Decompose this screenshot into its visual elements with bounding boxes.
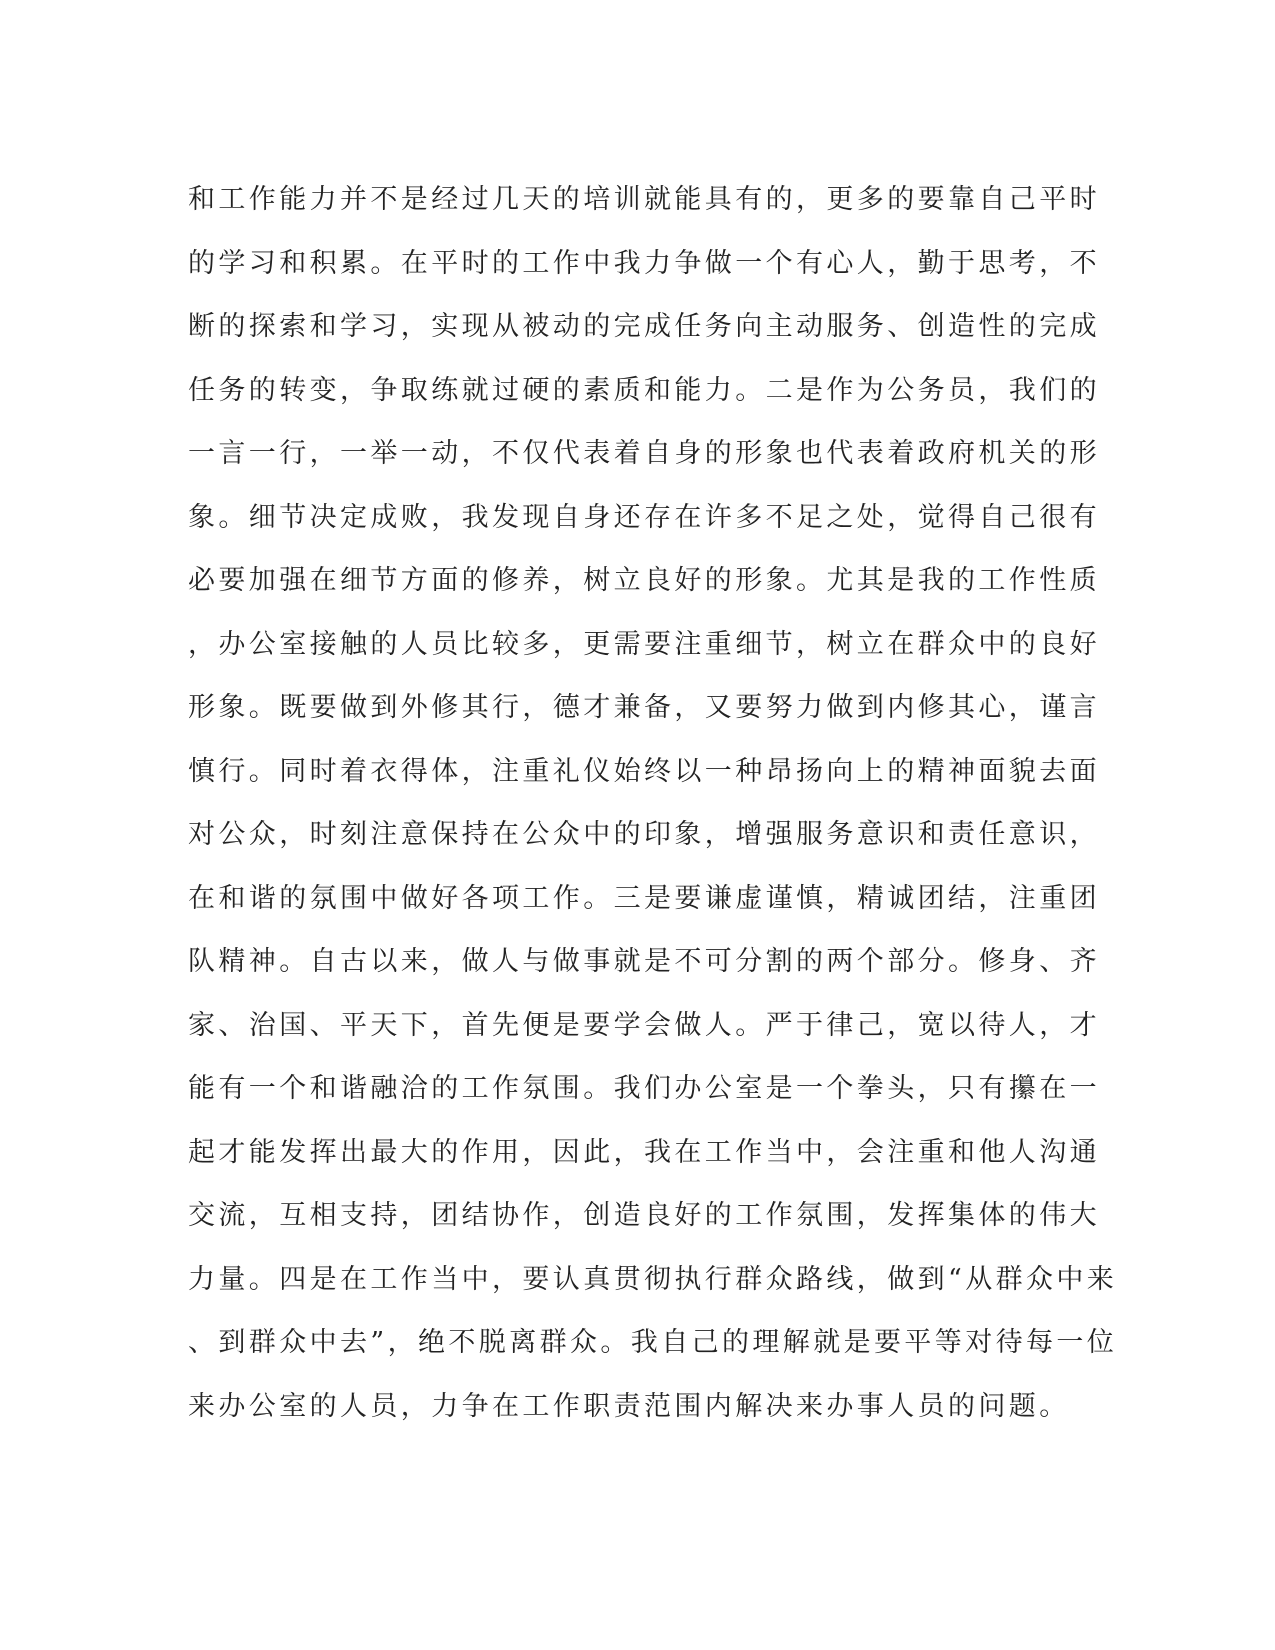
text-line: 的学习和积累。在平时的工作中我力争做一个有心人，勤于思考，不	[188, 247, 1100, 279]
text-line: 在和谐的氛围中做好各项工作。三是要谦虚谨慎，精诚团结，注重团	[188, 882, 1100, 914]
text-line: 断的探索和学习，实现从被动的完成任务向主动服务、创造性的完成	[188, 311, 1100, 342]
text-line: 慎行。同时着衣得体，注重礼仪始终以一种昂扬向上的精神面貌去面	[188, 755, 1100, 787]
text-line: 、到群众中去”，绝不脱离群众。我自己的理解就是要平等对待每一位	[188, 1327, 1118, 1358]
text-line: 能有一个和谐融洽的工作氛围。我们办公室是一个拳头，只有攥在一	[188, 1073, 1100, 1104]
text-line: 起才能发挥出最大的作用，因此，我在工作当中，会注重和他人沟通	[188, 1136, 1100, 1168]
text-line: 一言一行，一举一动，不仅代表着自身的形象也代表着政府机关的形	[188, 438, 1100, 469]
text-line: 必要加强在细节方面的修养，树立良好的形象。尤其是我的工作性质	[188, 565, 1100, 596]
text-line: 来办公室的人员，力争在工作职责范围内解决来办事人员的问题。	[188, 1390, 1070, 1422]
text-line: 形象。既要做到外修其行，德才兼备，又要努力做到内修其心，谨言	[188, 692, 1100, 723]
text-line: 和工作能力并不是经过几天的培训就能具有的，更多的要靠自己平时	[188, 184, 1100, 215]
text-line: 队精神。自古以来，做人与做事就是不可分割的两个部分。修身、齐	[188, 946, 1100, 977]
body-paragraph	[188, 168, 1118, 1438]
text-line: 力量。四是在工作当中，要认真贯彻执行群众路线，做到“从群众中来	[188, 1263, 1118, 1295]
text-line: 任务的转变，争取练就过硬的素质和能力。二是作为公务员，我们的	[188, 374, 1100, 406]
text-line: 象。细节决定成败，我发现自身还存在许多不足之处，觉得自己很有	[188, 501, 1100, 533]
text-line: 家、治国、平天下，首先便是要学会做人。严于律己，宽以待人，才	[188, 1009, 1100, 1041]
text-line: 对公众，时刻注意保持在公众中的印象，增强服务意识和责任意识，	[188, 819, 1100, 850]
text-line: ，办公室接触的人员比较多，更需要注重细节，树立在群众中的良好	[188, 628, 1100, 660]
text-line: 交流，互相支持，团结协作，创造良好的工作氛围，发挥集体的伟大	[188, 1200, 1100, 1231]
